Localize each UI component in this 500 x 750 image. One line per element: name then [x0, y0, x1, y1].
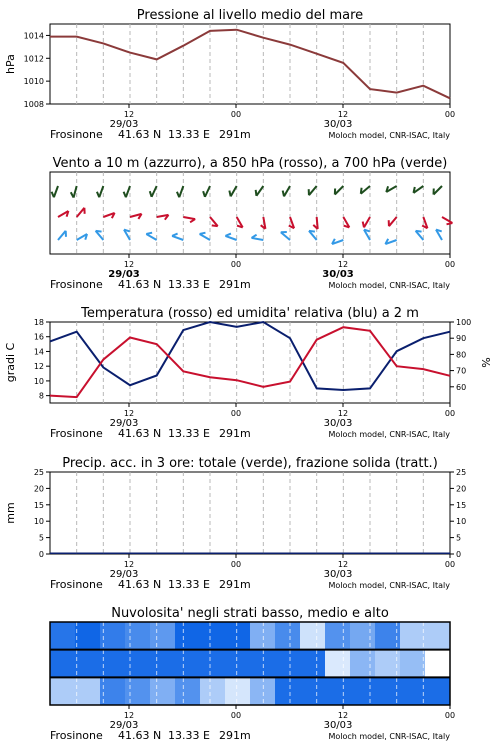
wind-850hpa-barb-shaft [77, 208, 85, 217]
panel-3-elevation: 291m [219, 578, 251, 591]
panel-3-longitude: 13.33 E [168, 578, 210, 591]
cloud-cell [75, 650, 101, 678]
wind-700hpa-barb-shaft [256, 186, 263, 196]
panel-3-title: Precip. acc. in 3 ore: totale (verde), frazione solida (tratt.) [62, 456, 438, 471]
panel-3-latitude: 41.63 N [118, 578, 162, 591]
panel-2-time-tick-label: 00 [444, 409, 456, 418]
panel-3-left-tick-label: 15 [33, 500, 44, 510]
wind-10m-arrow-shaft [200, 234, 210, 240]
panel-3-left-tick-label: 10 [33, 517, 44, 527]
panel-2-date-label: 30/03 [323, 418, 353, 429]
cloud-cell [50, 650, 76, 678]
panel-3-left-tick-label: 25 [33, 468, 44, 477]
cloud-cell [425, 677, 451, 705]
cloud-cell [175, 650, 201, 678]
panel-1-date-label: 29/03 [108, 269, 140, 280]
wind-10m-arrow-feather [225, 234, 231, 236]
cloud-cell [350, 677, 376, 705]
precip-bar [237, 553, 264, 555]
panel-3-credit: Moloch model, CNR-ISAC, Italy [328, 581, 450, 590]
panel-3-right-tick-label: 25 [456, 468, 467, 477]
panel-2-right-tick-label: 80 [456, 350, 467, 360]
wind-700hpa-barb-feather [229, 191, 230, 197]
panel-4-date-label: 29/03 [109, 720, 139, 731]
wind-700hpa-barb-feather [203, 191, 205, 197]
wind-850hpa-barb-feather [212, 225, 218, 226]
cloud-cell [125, 622, 151, 650]
panel-0-left-tick-label: 1010 [23, 77, 44, 87]
pressure-ylabel: hPa [4, 54, 17, 74]
panel-2-time-tick-label: 12 [123, 409, 135, 418]
panel-2-right-tick-label: 100 [456, 318, 472, 327]
panel-2-frame [50, 322, 450, 403]
wind-10m-arrow-shaft [58, 231, 66, 240]
precip-bar [370, 553, 397, 555]
cloud-cell [300, 650, 326, 678]
wind-850hpa-barb-shaft [442, 217, 452, 223]
panel-3-right-tick-label: 10 [456, 517, 467, 527]
cloud-cell [275, 677, 301, 705]
pressure-line [50, 30, 450, 99]
panel-4-title: Nuvolosita' negli strati basso, medio e alto [111, 606, 389, 621]
cloud-cell [200, 622, 226, 650]
cloud-cell [225, 677, 251, 705]
wind-10m-arrow-feather [96, 231, 102, 232]
precip-bar [317, 553, 344, 555]
wind-700hpa-barb-shaft [179, 186, 183, 197]
wind-700hpa-barb-shaft [126, 186, 130, 197]
panel-2-left-tick-label: 12 [33, 362, 44, 372]
wind-10m-arrow-shaft [252, 238, 264, 240]
panel-2-right-tick-label: 90 [456, 334, 467, 344]
wind-700hpa-barb-shaft [309, 186, 317, 195]
cloud-cell [400, 622, 426, 650]
cloud-cell [275, 622, 301, 650]
cloud-cell [125, 650, 151, 678]
panel-2-latitude: 41.63 N [118, 427, 162, 440]
panel-1-time-tick-label: 00 [444, 260, 456, 269]
panel-0-credit: Moloch model, CNR-ISAC, Italy [328, 131, 450, 140]
panel-1-date-label: 30/03 [322, 269, 354, 280]
panel-0-date-label: 30/03 [323, 119, 353, 130]
panel-1-credit: Moloch model, CNR-ISAC, Italy [328, 281, 450, 290]
wind-700hpa-barb-shaft [284, 186, 290, 196]
wind-10m-arrow-shaft [281, 232, 290, 240]
panel-4-date-label: 30/03 [323, 720, 353, 731]
cloud-cell [325, 677, 351, 705]
wind-700hpa-barb-shaft [231, 186, 237, 196]
panel-3-frame [50, 472, 450, 554]
wind-700hpa-barb-shaft [335, 186, 343, 194]
cloud-cell [425, 650, 451, 678]
panel-2-left-tick-label: 10 [33, 376, 44, 386]
panel-0-time-tick-label: 12 [337, 110, 349, 119]
panel-4-time-tick-label: 12 [123, 711, 135, 720]
wind-10m-arrow-shaft [225, 236, 236, 240]
panel-3-date-label: 30/03 [323, 569, 353, 580]
wind-850hpa-barb-feather [447, 223, 453, 224]
wind-850hpa-barb-feather [190, 219, 195, 222]
wind-700hpa-barb-shaft [54, 186, 58, 197]
wind-10m-arrow-feather [416, 231, 422, 232]
panel-3-time-tick-label: 00 [230, 560, 242, 569]
panel-3-time-tick-label: 00 [444, 560, 456, 569]
panel-3-left-tick-label: 0 [38, 550, 44, 559]
wind-850hpa-barb-shaft [183, 217, 195, 219]
wind-700hpa-barb-shaft [205, 186, 210, 197]
panel-1-time-tick-label: 12 [337, 260, 349, 269]
wind-700hpa-barb-feather [256, 190, 257, 196]
cloud-cell [350, 622, 376, 650]
wind-700hpa-barb-feather [283, 191, 284, 197]
panel-3-right-tick-label: 0 [456, 550, 462, 559]
panel-2-time-tick-label: 12 [337, 409, 349, 418]
panel-0-time-tick-label: 00 [230, 110, 242, 119]
wind-700hpa-barb-feather [52, 192, 54, 198]
wind-850hpa-barb-feather [363, 222, 364, 228]
panel-4-time-tick-label: 00 [444, 711, 456, 720]
wind-700hpa-barb-shaft [152, 186, 157, 197]
panel-1-title: Vento a 10 m (azzurro), a 850 hPa (rosso), a 700 hPa (verde) [52, 156, 448, 171]
panel-4-latitude: 41.63 N [118, 729, 162, 742]
wind-10m-arrow-feather [200, 233, 206, 234]
cloud-cell [75, 622, 101, 650]
wind-700hpa-barb-feather [414, 187, 415, 193]
panel-0-left-tick-label: 1008 [23, 100, 44, 109]
panel-0-time-tick-label: 00 [444, 110, 456, 119]
precip-bar [263, 553, 290, 555]
cloud-cell [325, 650, 351, 678]
panel-2-longitude: 13.33 E [168, 427, 210, 440]
wind-700hpa-barb-shaft [434, 186, 442, 194]
precip-ylabel: mm [4, 502, 17, 524]
temperature-ylabel: gradi C [4, 342, 17, 383]
wind-700hpa-barb-feather [124, 192, 126, 198]
panel-1-latitude: 41.63 N [118, 278, 162, 291]
cloud-cell [200, 677, 226, 705]
wind-700hpa-barb-feather [177, 192, 179, 198]
wind-10m-arrow-feather [146, 233, 152, 234]
panel-0-date-label: 29/03 [109, 119, 139, 130]
wind-850hpa-barb-shaft [364, 217, 370, 227]
precip-bar [290, 553, 317, 555]
cloud-cell [175, 622, 201, 650]
panel-0-location: Frosinone [50, 128, 103, 141]
cloud-cell [400, 650, 426, 678]
panel-4-location: Frosinone [50, 729, 103, 742]
panel-1-time-tick-label: 12 [123, 260, 135, 269]
wind-10m-arrow-feather [252, 235, 257, 238]
panel-0-latitude: 41.63 N [118, 128, 162, 141]
cloud-cell [325, 622, 351, 650]
wind-10m-arrow-feather [172, 234, 178, 236]
panel-2-time-tick-label: 00 [230, 409, 242, 418]
cloud-cell [425, 622, 451, 650]
panel-4-longitude: 13.33 E [168, 729, 210, 742]
panel-4-credit: Moloch model, CNR-ISAC, Italy [328, 732, 450, 741]
cloud-cell [125, 677, 151, 705]
panel-3-date-label: 29/03 [109, 569, 139, 580]
cloud-cell [250, 650, 276, 678]
cloud-cell [300, 622, 326, 650]
cloud-cell [50, 622, 76, 650]
precip-bar [210, 553, 237, 555]
panel-0-left-tick-label: 1012 [23, 54, 44, 64]
panel-3-right-tick-label: 15 [456, 500, 467, 510]
precip-bar [397, 553, 424, 555]
panel-2-left-tick-label: 8 [38, 391, 44, 401]
cloud-cell [350, 650, 376, 678]
panel-3-left-tick-label: 20 [33, 484, 44, 494]
cloud-cell [225, 650, 251, 678]
wind-10m-arrow-shaft [146, 234, 156, 240]
panel-4-elevation: 291m [219, 729, 251, 742]
wind-700hpa-barb-feather [71, 192, 74, 197]
panel-0-title: Pressione al livello medio del mare [136, 8, 364, 23]
cloud-cell [250, 622, 276, 650]
panel-3-location: Frosinone [50, 578, 103, 591]
precip-bar [77, 553, 104, 555]
precip-bar [103, 553, 130, 555]
panel-0-longitude: 13.33 E [168, 128, 210, 141]
wind-700hpa-barb-feather [150, 191, 152, 197]
panel-2-location: Frosinone [50, 427, 103, 440]
panel-0-left-tick-label: 1014 [23, 31, 44, 41]
panel-2-left-tick-label: 18 [33, 318, 44, 327]
cloud-cell [50, 677, 76, 705]
panel-2-title: Temperatura (rosso) ed umidita' relativa (blu) a 2 m [81, 306, 419, 321]
cloud-cell [300, 677, 326, 705]
panel-1-location: Frosinone [50, 278, 103, 291]
cloud-cell [275, 650, 301, 678]
cloud-cell [400, 677, 426, 705]
precip-bar [50, 553, 77, 555]
precip-bar [183, 553, 210, 555]
panel-3-right-tick-label: 20 [456, 484, 467, 494]
panel-2-date-label: 29/03 [109, 418, 139, 429]
panel-4-time-tick-label: 00 [230, 711, 242, 720]
cloud-cell [225, 622, 251, 650]
wind-10m-arrow-shaft [172, 236, 183, 240]
precip-bar [423, 553, 450, 555]
panel-3-time-tick-label: 12 [123, 560, 135, 569]
cloud-cell [75, 677, 101, 705]
wind-700hpa-barb-feather [97, 192, 99, 198]
cloud-cell [150, 650, 176, 678]
panel-0-time-tick-label: 12 [123, 110, 135, 119]
cloud-cell [175, 677, 201, 705]
panel-1-time-tick-label: 00 [230, 260, 242, 269]
wind-10m-arrow-feather [309, 231, 315, 232]
humidity-ylabel: % [480, 357, 493, 368]
precip-bar [130, 553, 157, 555]
cloud-cell [150, 677, 176, 705]
panel-3-time-tick-label: 12 [337, 560, 349, 569]
panel-3-right-tick-label: 5 [456, 533, 462, 543]
panel-3-left-tick-label: 5 [38, 533, 44, 543]
panel-1-longitude: 13.33 E [168, 278, 210, 291]
panel-2-credit: Moloch model, CNR-ISAC, Italy [328, 430, 450, 439]
wind-700hpa-barb-shaft [99, 186, 103, 197]
panel-1-elevation: 291m [219, 278, 251, 291]
panel-2-left-tick-label: 16 [33, 332, 44, 342]
panel-2-right-tick-label: 60 [456, 382, 467, 392]
wind-symbols [52, 186, 453, 244]
cloud-cell [150, 622, 176, 650]
cloud-cell [200, 650, 226, 678]
precip-bar [343, 553, 370, 555]
cloud-cell [250, 677, 276, 705]
panel-2-elevation: 291m [219, 427, 251, 440]
panel-0-elevation: 291m [219, 128, 251, 141]
panel-2-left-tick-label: 14 [33, 347, 44, 357]
wind-700hpa-barb-feather [361, 188, 362, 194]
precip-bar [157, 553, 184, 555]
panel-4-time-tick-label: 12 [337, 711, 349, 720]
panel-2-right-tick-label: 70 [456, 366, 467, 376]
wind-850hpa-barb-shaft [389, 217, 397, 226]
